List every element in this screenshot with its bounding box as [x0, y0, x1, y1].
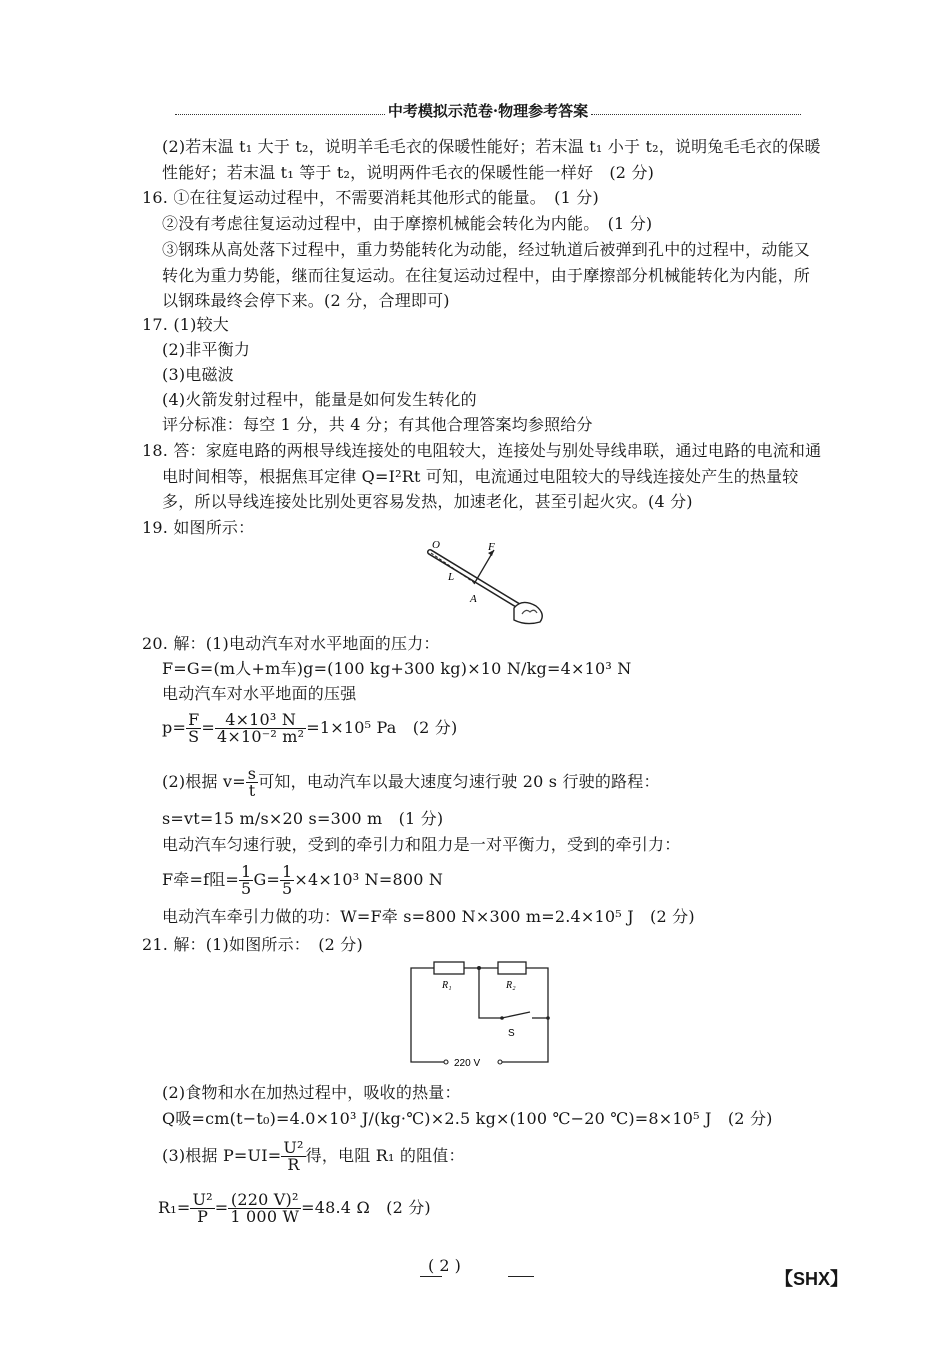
q19-line-1: 19. 如图所示： — [142, 518, 255, 537]
point-a-label: A — [470, 593, 477, 605]
q17-line-1: 17. (1)较大 — [142, 315, 229, 334]
q21-line-1: 21. 解：(1)如图所示： (2 分) — [142, 935, 363, 954]
q16-line-1: 16. ①在往复运动过程中，不需要消耗其他形式的能量。 (1 分) — [142, 188, 599, 207]
header-dots-right — [591, 114, 801, 115]
q20-speed-line: (2)根据 v= $\frac{s}{t}$ 可知，电动汽车以最大速度匀速行驶 20 s 行驶的路程： — [162, 764, 660, 800]
arm-label: L — [448, 571, 455, 583]
q20-work-line: 电动汽车牵引力做的功：W=F牵 s=800 N×300 m=2.4×10⁵ J (2 分) — [162, 907, 695, 926]
q18-line-2: 电时间相等，根据焦耳定律 Q=I²Rt 可知，电流通过电阻较大的导线连接处产生的热量较 — [162, 467, 799, 486]
q20-distance-line: s=vt=15 m/s×20 s=300 m (1 分) — [162, 809, 444, 828]
shovel-lever-figure — [418, 536, 554, 628]
q16-line-3: ③钢珠从高处落下过程中，重力势能转化为动能，经过轨道后被弹到孔中的过程中，动能又 — [162, 240, 811, 259]
q17-line-5: 评分标准：每空 1 分，共 4 分；有其他合理答案均参照给分 — [162, 415, 593, 434]
page-number-deco-right — [508, 1276, 534, 1277]
fraction-u2-over-p: $\frac{\text{U²}}{P}$ — [192, 1190, 213, 1226]
fraction-one-fifth-b: $\frac{1}{5}$ — [282, 862, 293, 898]
q20-line-1: 20. 解：(1)电动汽车对水平地面的压力： — [142, 634, 440, 653]
voltage-label: 220 V — [454, 1058, 481, 1069]
shovel-blade — [514, 602, 542, 623]
circuit-wires — [411, 968, 548, 1062]
header-title: 中考模拟示范卷·物理参考答案 — [387, 101, 589, 120]
fraction-force-over-area: $\frac{\text{4×10³ N}}{\text{4×10⁻² m²}}$ — [216, 710, 305, 746]
q20-pressure-equation: p= $\frac{F}{S}$ = $\frac{\text{4×10³ N}}{\text{4×10⁻² m²}}$ =1×10⁵ Pa (2 分) — [162, 710, 458, 746]
pivot-label: O — [432, 539, 440, 551]
q21-resistance-equation: R₁= $\frac{\text{U²}}{P}$ = $\frac{\text{(220 V)²}}{1 000 W}$ =48.4 Ω (2 分) — [158, 1190, 431, 1226]
resistor-r1 — [434, 962, 464, 974]
page-number: ( 2 ) — [428, 1256, 461, 1275]
q16-line-4: 转化为重力势能，继而往复运动。在往复运动过程中，由于摩擦部分机械能转化为内能，所 — [162, 266, 811, 285]
q15-line-1: (2)若末温 t₁ 大于 t₂，说明羊毛毛衣的保暖性能好；若末温 t₁ 小于 t₂，说明兔毛毛衣的保暖 — [162, 137, 821, 156]
fraction-voltage-over-power: $\frac{\text{(220 V)²}}{1 000 W}$ — [230, 1190, 300, 1226]
q20-line-2: F=G=(m人+m车)g=(100 kg+300 kg)×10 N/kg=4×10³ N — [162, 659, 632, 678]
junction-dot — [477, 966, 481, 970]
switch-pivot — [500, 1016, 504, 1020]
r1-label: R₁ — [442, 980, 452, 991]
resistor-r2 — [498, 962, 526, 974]
q20-traction-equation: F牵=f阻= $\frac{1}{5}$ G= $\frac{1}{5}$ ×4×10³ N=800 N — [162, 862, 444, 898]
fraction-one-fifth-a: $\frac{1}{5}$ — [241, 862, 252, 898]
switch-label: S — [508, 1028, 515, 1039]
r2-label: R₂ — [506, 980, 516, 991]
terminal-left — [444, 1060, 448, 1064]
switch-contact — [546, 1016, 550, 1020]
q17-line-2: (2)非平衡力 — [162, 340, 251, 359]
paper-code: 【SHX】 — [775, 1269, 849, 1289]
circuit-figure — [404, 958, 556, 1074]
q21-power-line: (3)根据 P=UI= $\frac{\text{U²}}{R}$ 得，电阻 R₁ 的阻值： — [162, 1138, 465, 1174]
q21-line-2: (2)食物和水在加热过程中，吸收的热量： — [162, 1083, 461, 1102]
fraction-u2-over-r: $\frac{\text{U²}}{R}$ — [283, 1138, 304, 1174]
header-dots-left — [175, 114, 385, 115]
q20-force-intro: 电动汽车匀速行驶，受到的牵引力和阻力是一对平衡力，受到的牵引力： — [162, 835, 681, 854]
page-header — [172, 98, 804, 122]
q17-line-3: (3)电磁波 — [162, 365, 234, 384]
q15-line-2: 性能好；若末温 t₁ 等于 t₂，说明两件毛衣的保暖性能一样好 (2 分) — [162, 163, 655, 182]
fraction-s-over-t: $\frac{s}{t}$ — [247, 764, 257, 800]
q20-line-3: 电动汽车对水平地面的压强 — [162, 684, 357, 703]
force-label: F — [488, 541, 495, 553]
terminal-right — [498, 1060, 502, 1064]
q18-line-1: 18. 答：家庭电路的两根导线连接处的电阻较大，连接处与别处导线串联，通过电路的电流和通 — [142, 441, 822, 460]
q17-line-4: (4)火箭发射过程中，能量是如何发生转化的 — [162, 390, 477, 409]
page-number-deco-left — [420, 1276, 442, 1277]
fraction-f-over-s: $\frac{F}{S}$ — [188, 710, 200, 746]
q16-line-2: ②没有考虑往复运动过程中，由于摩擦机械能会转化为内能。 (1 分) — [162, 214, 653, 233]
q21-heat-equation: Q吸=cm(t−t₀)=4.0×10³ J/(kg·℃)×2.5 kg×(100 ℃−20 ℃)=8×10⁵ J (2 分) — [162, 1109, 773, 1128]
q18-line-3: 多，所以导线连接处比别处更容易发热，加速老化，甚至引起火灾。(4 分) — [162, 492, 693, 511]
q16-line-5: 以钢珠最终会停下来。(2 分，合理即可) — [162, 291, 450, 310]
